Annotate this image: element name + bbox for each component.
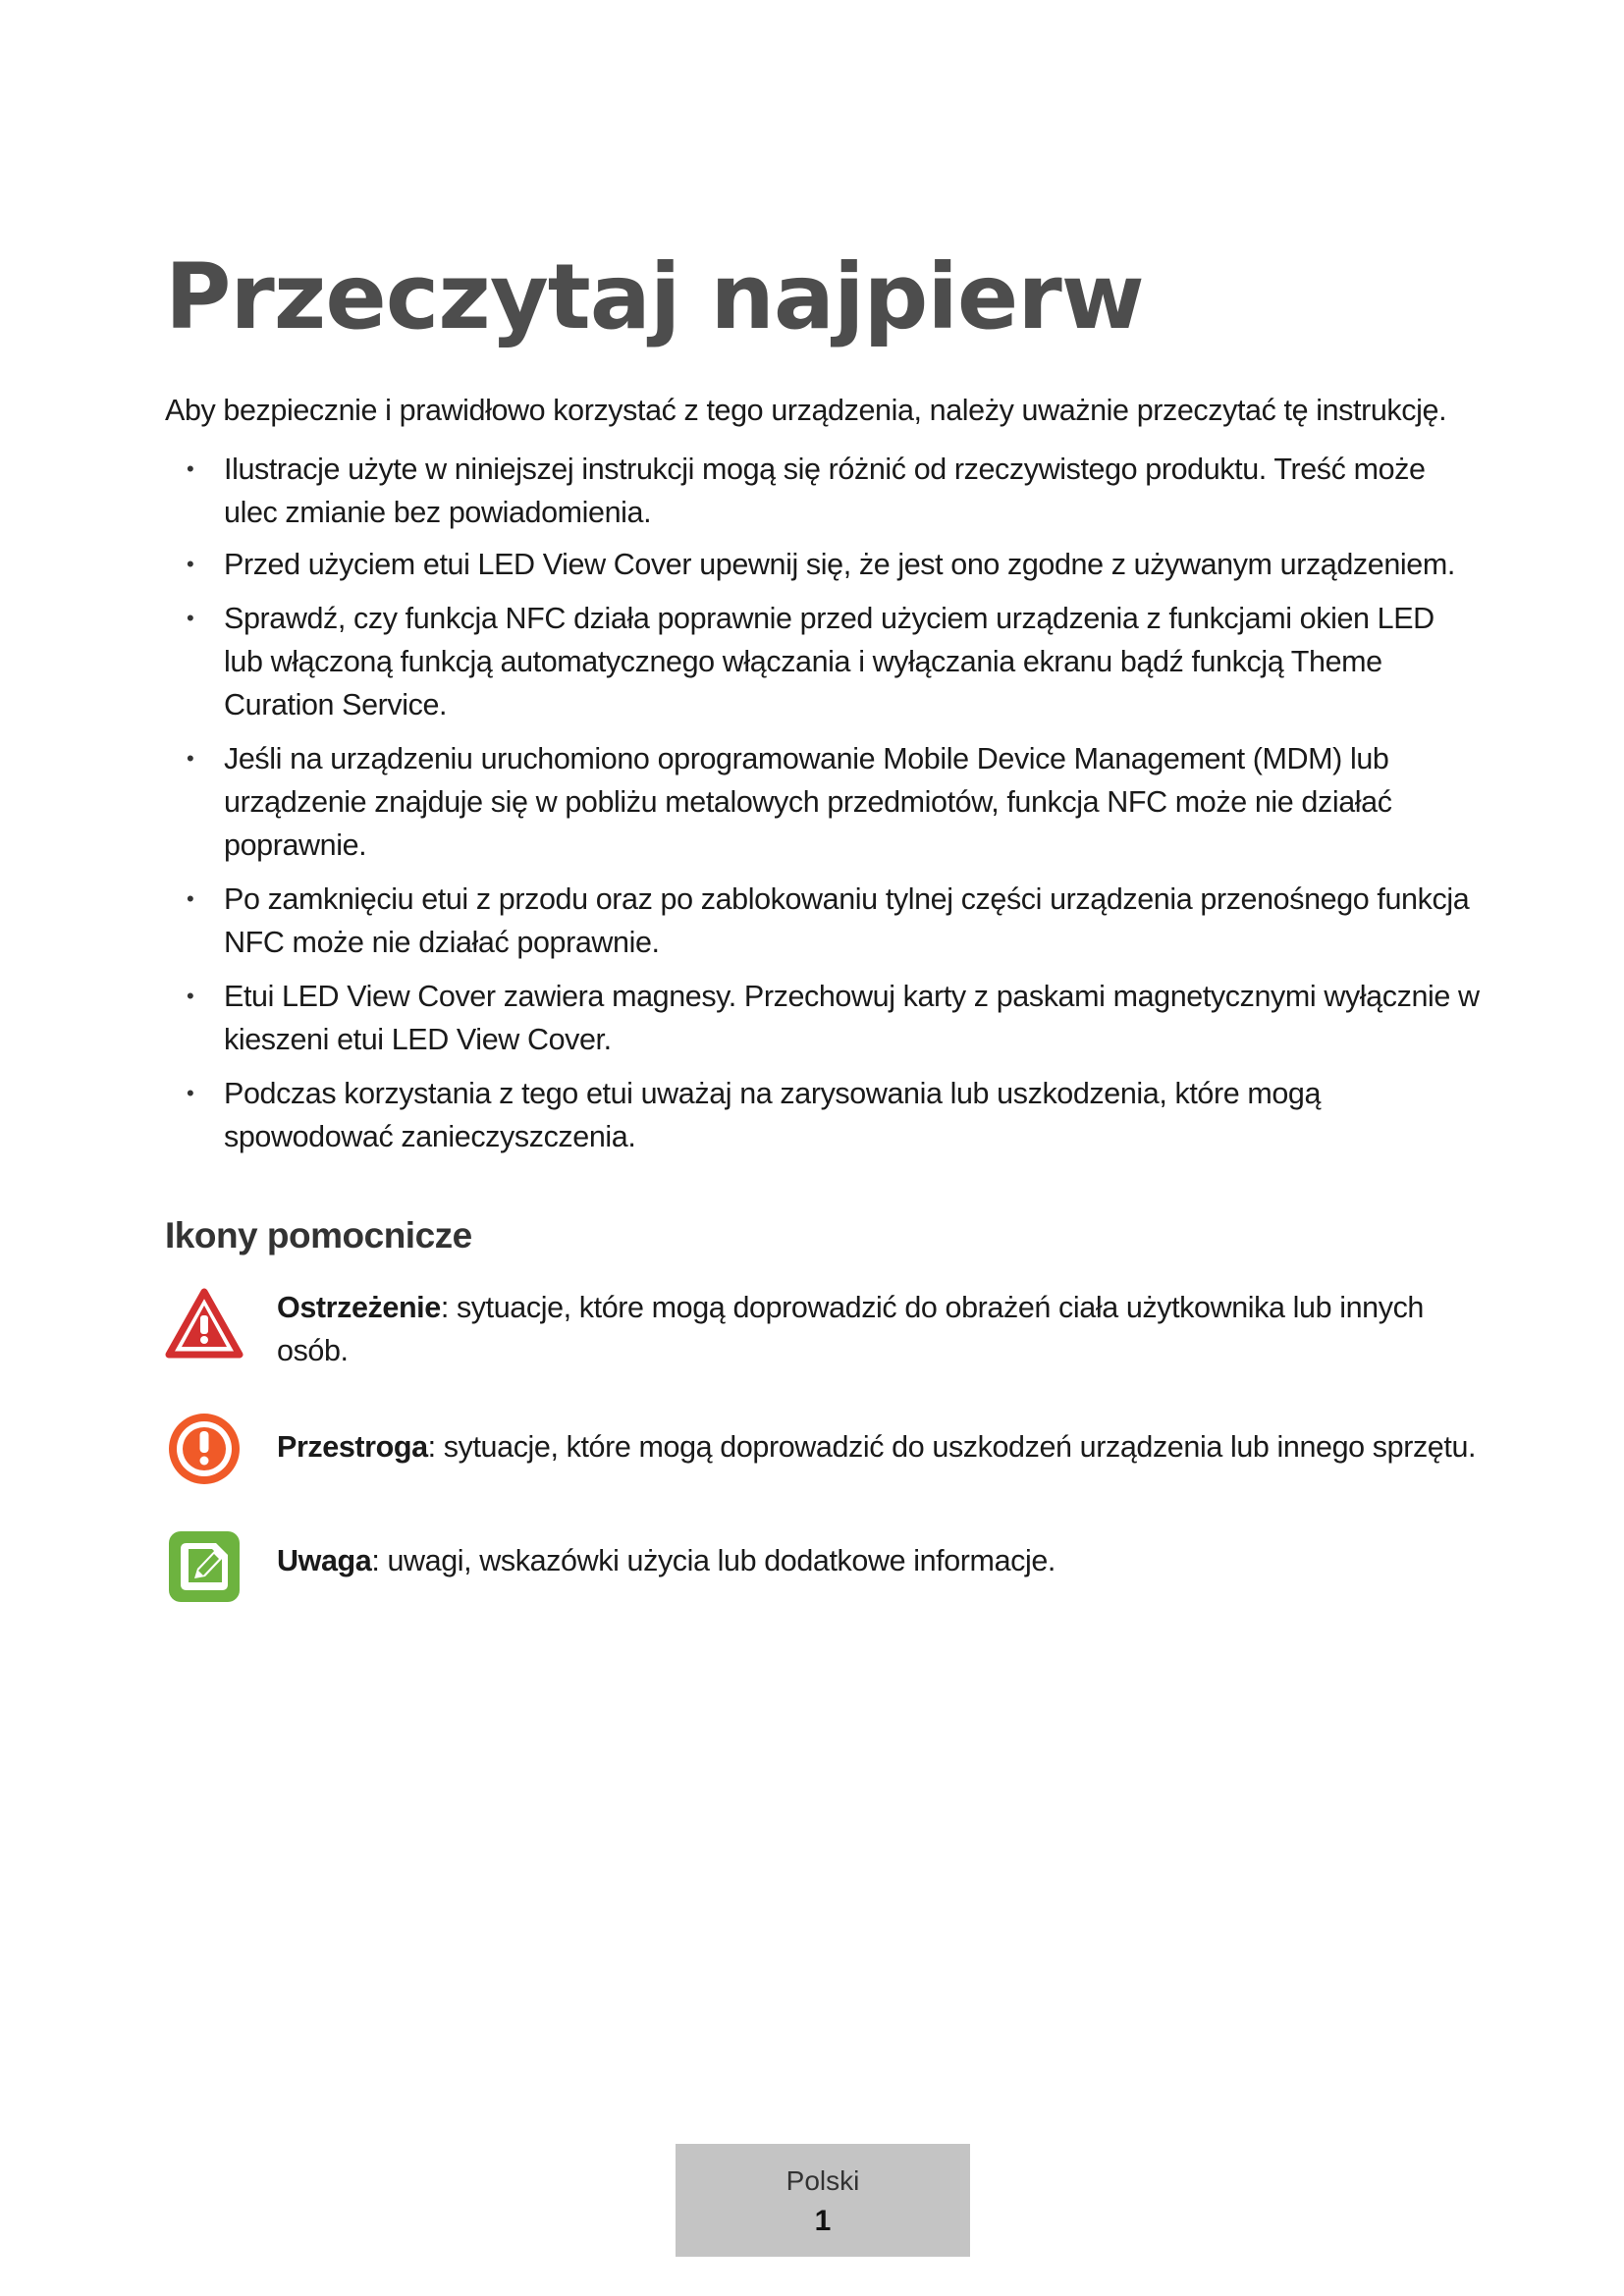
list-item [165,975,1481,1061]
list-item-text: Etui LED View Cover zawiera magnesy. Przechowuj karty z paskami magnetycznymi wyłącznie w kieszeni etui LED View Cover. [224,980,1480,1056]
section-heading: Ikony pomocnicze [165,1215,472,1255]
list-item-text: Sprawdź, czy funkcja NFC działa poprawnie przed użyciem urządzenia z funkcjami okien LED lub włączoną funkcją automatycznego włączania i wyłączania ekranu bądź funkcją Theme Curation Service. [224,602,1435,721]
caution-description: : sytuacje, które mogą doprowadzić do uszkodzeń urządzenia lub innego sprzętu. [427,1430,1477,1464]
bullet-list [165,448,1481,1169]
bullet-icon: • [187,552,194,576]
list-item [165,878,1481,964]
warning-text [277,1286,1485,1372]
warning-term: Ostrzeżenie [277,1291,441,1324]
bullet-icon: • [187,984,194,1008]
caution-term: Przestroga [277,1430,428,1464]
bullet-icon: • [187,456,194,481]
warning-description: : sytuacje, które mogą doprowadzić do obrażeń ciała użytkownika lub innych osób. [277,1291,1424,1367]
page-number: 1 [814,2205,832,2237]
page-title: Przeczytaj najpierw [165,244,1144,349]
list-item [165,737,1481,867]
caution-circle-icon [165,1410,244,1488]
list-item-text: Jeśli na urządzeniu uruchomiono oprogramowanie Mobile Device Management (MDM) lub urządzenie znajduje się w pobliżu metalowych przedmiotów, funkcja NFC może nie działać poprawnie. [224,742,1392,862]
note-pencil-icon [165,1527,244,1606]
bullet-icon: • [187,1081,194,1105]
warning-triangle-icon [165,1286,244,1364]
list-item [165,1072,1481,1158]
page-footer [676,2144,970,2257]
caution-text [277,1425,1485,1468]
footer-language: Polski [785,2165,860,2196]
list-item-text: Ilustracje użyte w niniejszej instrukcji mogą się różnić od rzeczywistego produktu. Treść może ulec zmianie bez powiadomienia. [224,453,1426,529]
list-item [165,597,1481,726]
list-item-text: Po zamknięciu etui z przodu oraz po zablokowaniu tylnej części urządzenia przenośnego funkcja NFC może nie działać poprawnie. [224,882,1470,959]
list-item-text: Podczas korzystania z tego etui uważaj na zarysowania lub uszkodzenia, które mogą spowodować zanieczyszczenia. [224,1077,1322,1153]
list-item [165,543,1481,586]
note-term: Uwaga [277,1544,372,1577]
bullet-icon: • [187,746,194,771]
intro-paragraph: Aby bezpiecznie i prawidłowo korzystać z tego urządzenia, należy uważnie przeczytać tę instrukcję. [165,394,1447,427]
bullet-icon: • [187,886,194,911]
list-item [165,448,1481,534]
note-text [277,1539,1485,1582]
list-item-text: Przed użyciem etui LED View Cover upewnij się, że jest ono zgodne z używanym urządzeniem. [224,548,1455,581]
note-description: : uwagi, wskazówki użycia lub dodatkowe informacje. [371,1544,1056,1577]
bullet-icon: • [187,606,194,630]
